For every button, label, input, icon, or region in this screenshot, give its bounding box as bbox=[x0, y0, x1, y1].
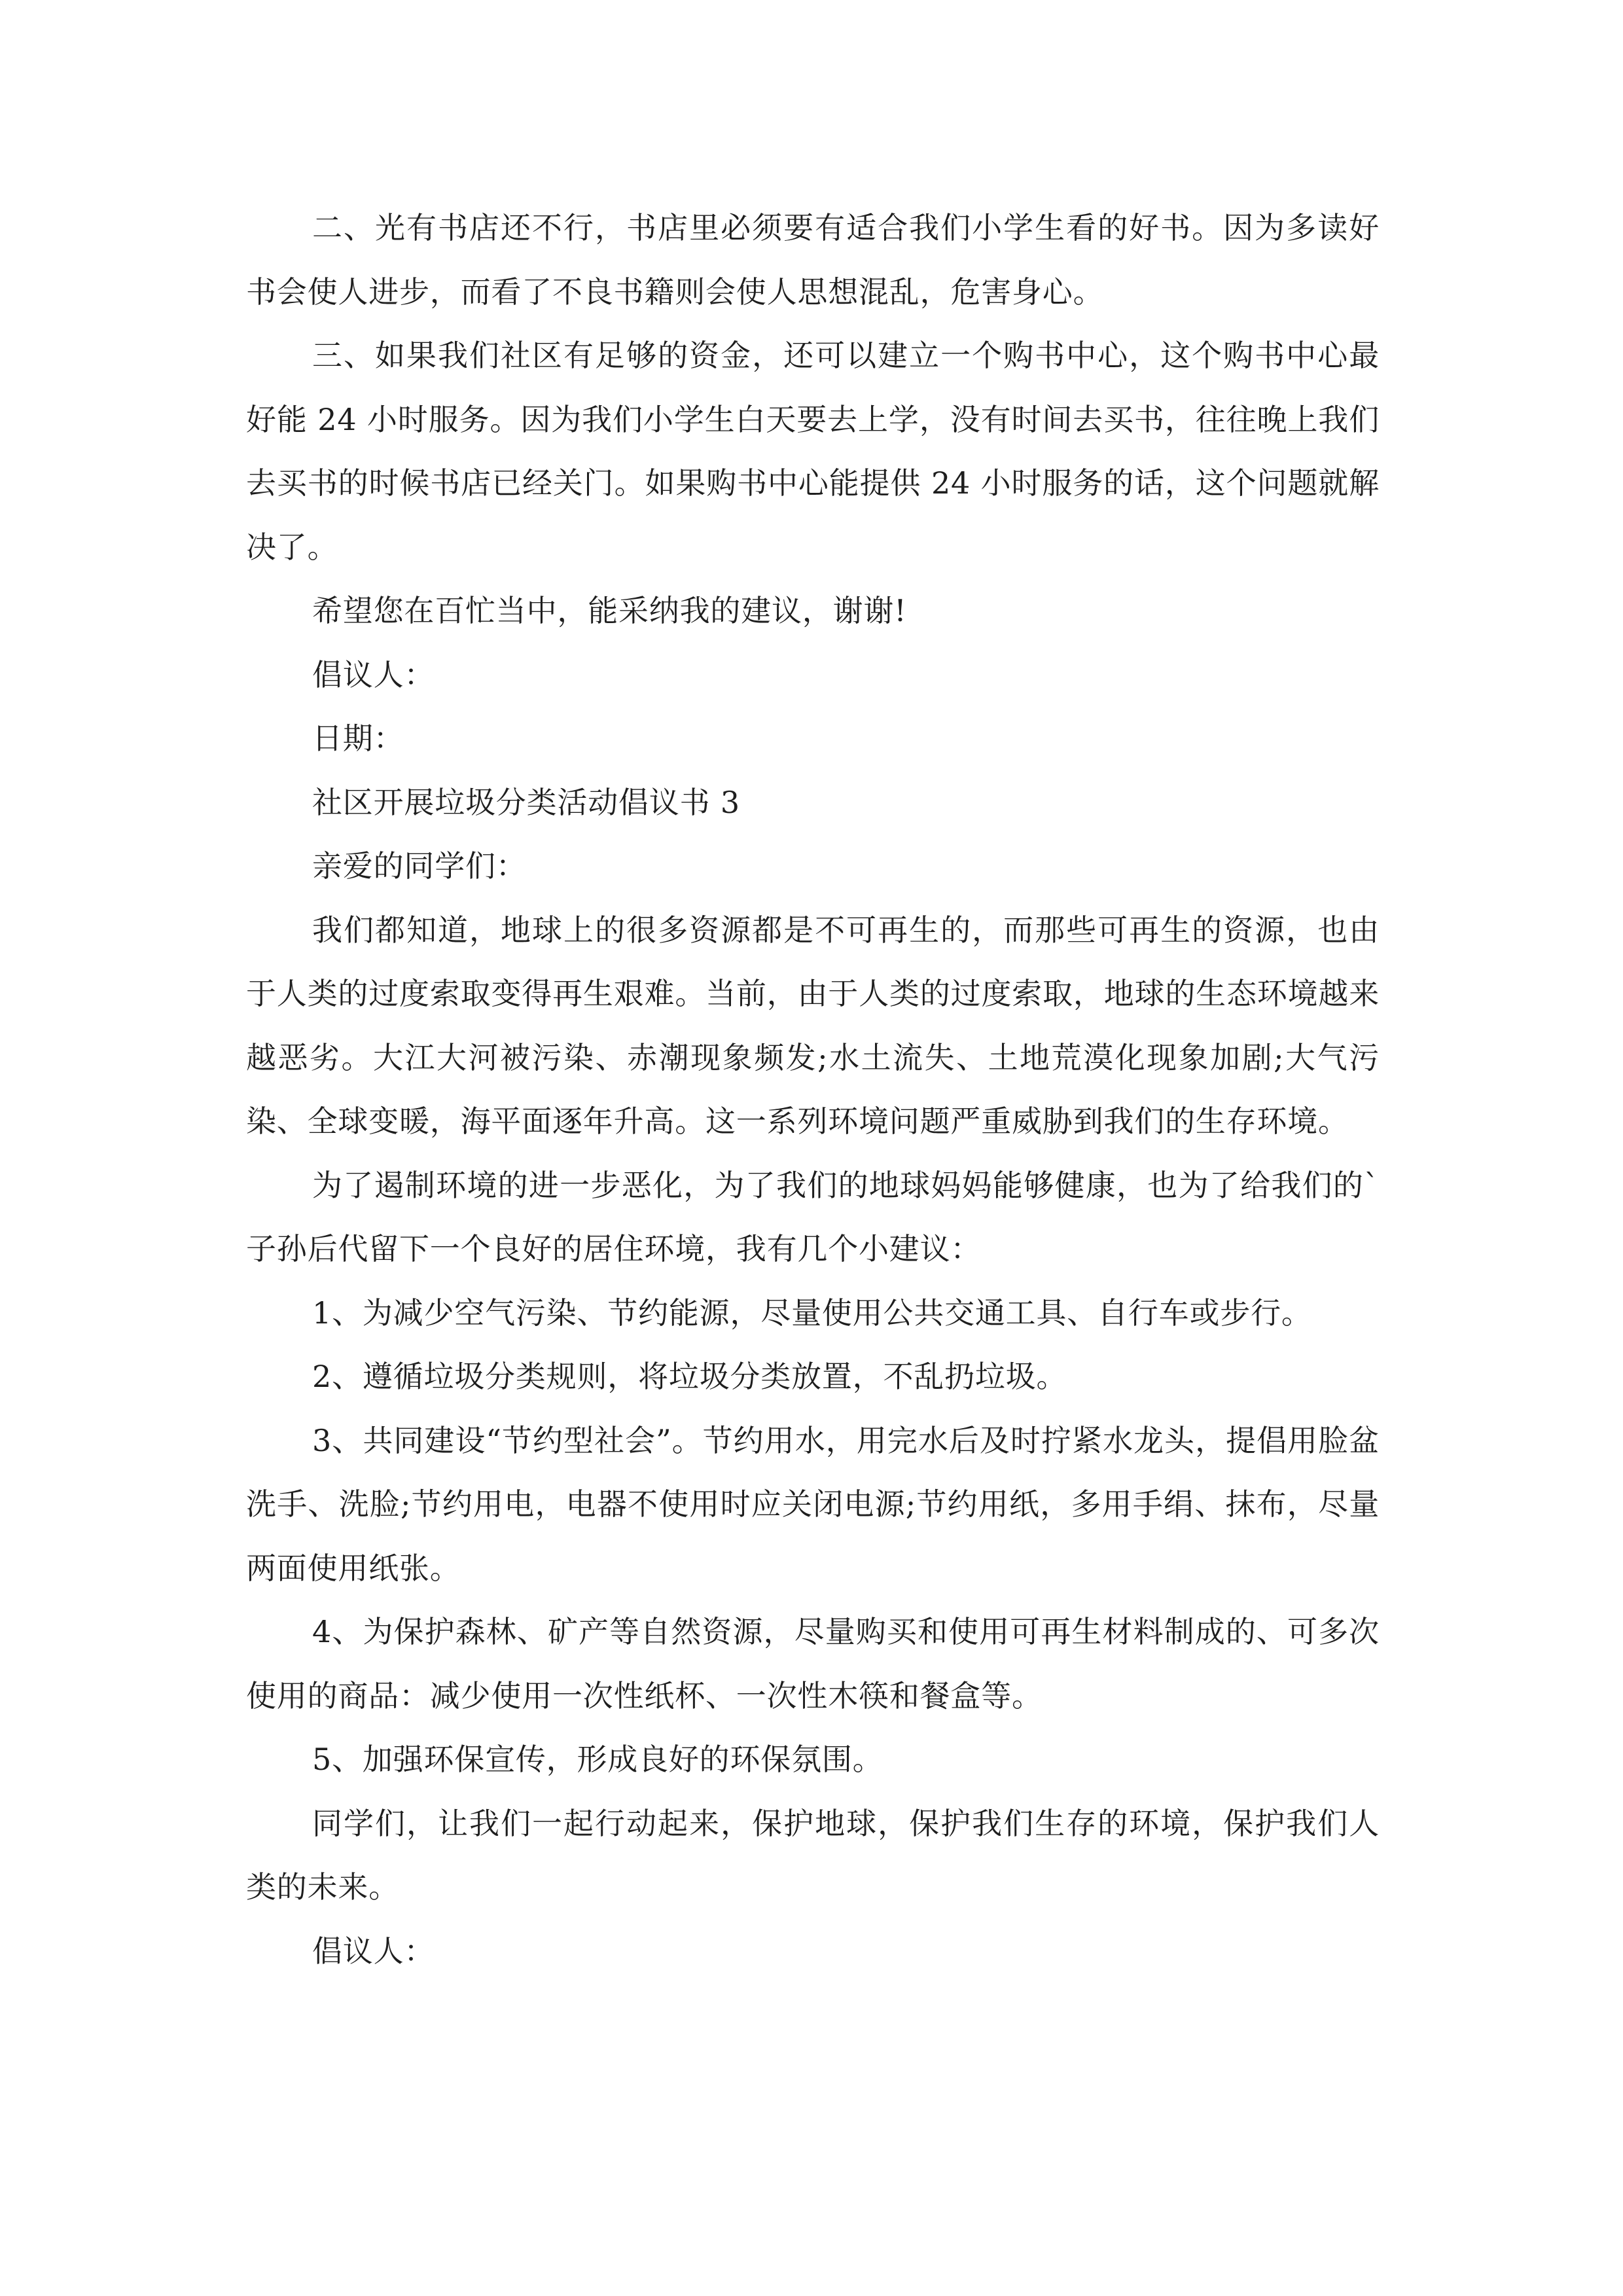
paragraph-call-to-action: 同学们，让我们一起行动起来，保护地球，保护我们生存的环境，保护我们人类的未来。 bbox=[246, 1805, 1380, 1905]
suggestion-item-4: 4、为保护森林、矿产等自然资源，尽量购买和使用可再生材料制成的、可多次使用的商品：减少使用一次性纸杯、一次性木筷和餐盒等。 bbox=[246, 1614, 1380, 1713]
suggestion-item-1: 1、为减少空气污染、节约能源，尽量使用公共交通工具、自行车或步行。 bbox=[312, 1295, 1312, 1331]
section-title: 社区开展垃圾分类活动倡议书 3 bbox=[312, 784, 740, 820]
paragraph-closing-thanks: 希望您在百忙当中，能采纳我的建议，谢谢! bbox=[312, 593, 907, 628]
date-label: 日期： bbox=[312, 721, 404, 756]
suggestion-item-5: 5、加强环保宣传，形成良好的环保氛围。 bbox=[312, 1742, 883, 1777]
paragraph-suggestions-intro: 为了遏制环境的进一步恶化，为了我们的地球妈妈能够健康，也为了给我们的`子孙后代留下一个良好的居住环境，我有几个小建议： bbox=[246, 1167, 1380, 1266]
paragraph-resources: 我们都知道，地球上的很多资源都是不可再生的，而那些可再生的资源，也由于人类的过度索取变得再生艰难。当前，由于人类的过度索取，地球的生态环境越来越恶劣。大江大河被污染、赤潮现象频发;水土流失、土地荒漠化现象加剧;大气污染、全球变暖，海平面逐年升高。这一系列环境问题严重威胁到我们的生存环境。 bbox=[246, 912, 1380, 1139]
document-body bbox=[246, 196, 1380, 1983]
suggestion-item-2: 2、遵循垃圾分类规则，将垃圾分类放置，不乱扔垃圾。 bbox=[312, 1359, 1067, 1394]
paragraph-bookstore-books: 二、光有书店还不行，书店里必须要有适合我们小学生看的好书。因为多读好书会使人进步，而看了不良书籍则会使人思想混乱，危害身心。 bbox=[246, 210, 1380, 310]
suggestion-item-3: 3、共同建设“节约型社会”。节约用水，用完水后及时拧紧水龙头，提倡用脸盆洗手、洗脸;节约用电，电器不使用时应关闭电源;节约用纸，多用手绢、抹布，尽量两面使用纸张。 bbox=[246, 1422, 1380, 1586]
salutation: 亲爱的同学们： bbox=[312, 848, 527, 884]
paragraph-24h-center: 三、如果我们社区有足够的资金，还可以建立一个购书中心，这个购书中心最好能 24 小时服务。因为我们小学生白天要去上学，没有时间去买书，往往晚上我们去买书的时候书店已经关门。如果购书中心能提供 24 小时服务的话，这个问题就解决了。 bbox=[246, 338, 1380, 565]
proposer-label-final: 倡议人： bbox=[312, 1933, 435, 1969]
proposer-label: 倡议人： bbox=[312, 656, 435, 692]
